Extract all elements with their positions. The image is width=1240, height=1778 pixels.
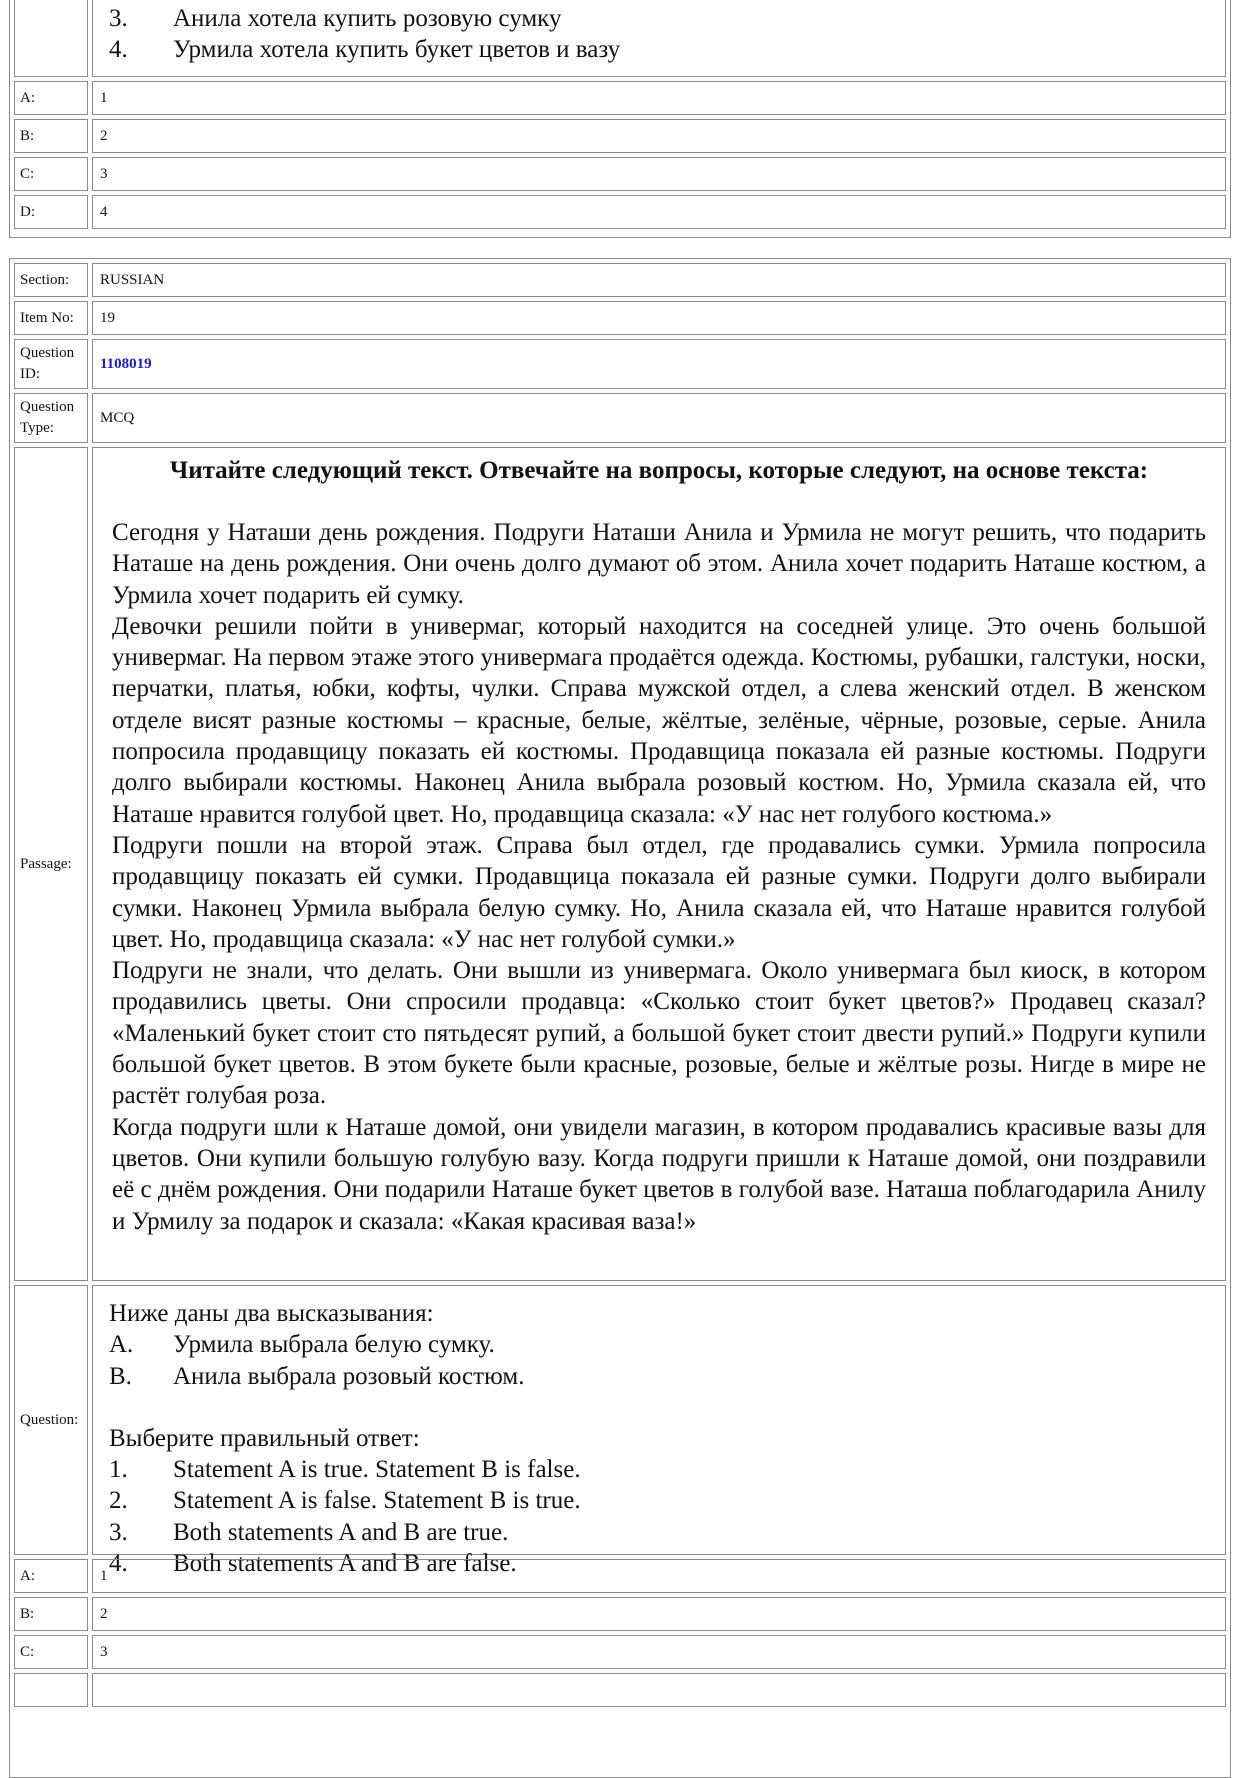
- passage-paragraph: Сегодня у Наташи день рождения. Подруги Наташи Анила и Урмила не могут решить, что подарить Наташе на день рождения. Они очень долго думают об этом. Анила хочет подарить Наташе костюм, а Урмила хочет подарить ей сумку.: [112, 519, 1206, 609]
- passage-paragraph: Когда подруги шли к Наташе домой, они увидели магазин, в котором продавались красивые вазы для цветов. Они купили большую голубую вазу. Когда подруги пришли к Наташе домой, они поздравили её с днём рождения. Они подарили Наташе букет цветов в голубой вазе. Наташа поблагодарила Анилу и Урмилу за подарок и сказала: «Какая красивая ваза!»: [112, 1113, 1206, 1235]
- section-label: Section:: [14, 263, 88, 297]
- answer-label: C:: [14, 1635, 88, 1669]
- question-type-value: MCQ: [92, 393, 1226, 443]
- question-id-value: 1108019: [100, 355, 152, 372]
- answer-value: 4: [92, 195, 1226, 229]
- answer-value: 2: [92, 119, 1226, 153]
- question-label: Question:: [14, 1285, 88, 1555]
- answer-row: [14, 119, 1226, 153]
- answer-label: B:: [14, 119, 88, 153]
- statement-letter: B.: [109, 1362, 132, 1390]
- answer-value: [92, 1673, 1226, 1707]
- passage-cell: [92, 447, 1226, 1281]
- answer-label: C:: [14, 157, 88, 191]
- option-item: [109, 1517, 1209, 1548]
- passage-paragraph: Подруги пошли на второй этаж. Справа был отдел, где продавались сумки. Урмила попросила продавщицу показать ей сумки. Продавщица показала ей разные сумки. Подруги долго выбирали сумки. Наконец Урмила выбрала белую сумку. Но, Анила сказала ей, что Наташе нравится голубой цвет. Но, продавщица сказала: «У нас нет голубой сумки.»: [112, 831, 1206, 953]
- answer-value: 1: [92, 1559, 1226, 1593]
- choose-prompt: Выберите правильный ответ:: [109, 1424, 420, 1452]
- option-text: Both statements A and B are false.: [173, 1550, 517, 1578]
- previous-question-row: [14, 0, 1226, 77]
- question-id-cell: [92, 339, 1226, 389]
- item-no-row: [14, 301, 1226, 335]
- passage-paragraph: Подруги не знали, что делать. Они вышли из универмага. Около универмага был киоск, в котором продавились цветы. Они спросили продавца: «Сколько стоит букет цветов?» Продавец сказал? «Маленький букет стоит сто пятьдесят рупий, а большой букет стоит двести рупий.» Подруги купили большой букет цветов. В этом букете были красные, розовые, белые и жёлтые розы. Нигде в мире не растёт голубая роза.: [112, 957, 1206, 1110]
- answer-label: A:: [14, 1559, 88, 1593]
- option-number: 3.: [109, 5, 128, 32]
- answer-label: D:: [14, 195, 88, 229]
- row-label-cell: [14, 0, 88, 77]
- question-row: [14, 1285, 1226, 1578]
- option-number: 1.: [109, 1456, 128, 1484]
- statement-item: [109, 1361, 1209, 1392]
- previous-item-table: [9, 0, 1231, 238]
- passage-row: [14, 447, 1226, 1281]
- passage-label: Passage:: [14, 447, 88, 1281]
- passage-title: Читайте следующий текст. Отвечайте на вопросы, которые следуют, на основе текста:: [169, 457, 1149, 484]
- question-type-label: Question Type:: [14, 393, 88, 443]
- statement-text: Анила выбрала розовый костюм.: [173, 1362, 525, 1390]
- option-item: [109, 1485, 1209, 1516]
- answer-row: [14, 81, 1226, 115]
- answer-row: [14, 1597, 1226, 1631]
- option-text: Statement A is true. Statement B is false.: [173, 1456, 581, 1484]
- section-row: [14, 263, 1226, 297]
- section-value: RUSSIAN: [92, 263, 1226, 297]
- option-item: [109, 3, 620, 34]
- question-id-row: [14, 339, 1226, 389]
- question-type-row: [14, 393, 1226, 443]
- option-number: 4.: [109, 1550, 128, 1578]
- statement-text: Урмила выбрала белую сумку.: [173, 1331, 495, 1359]
- question-body: [109, 1298, 1209, 1579]
- option-number: 3.: [109, 1518, 128, 1546]
- answer-value: 3: [92, 1635, 1226, 1669]
- option-text: Statement A is false. Statement B is true.: [173, 1487, 581, 1515]
- question-intro: Ниже даны два высказывания:: [109, 1300, 434, 1327]
- answer-row: [14, 157, 1226, 191]
- row-value-cell: [92, 0, 1226, 77]
- answer-row: [14, 195, 1226, 229]
- answer-value: 3: [92, 157, 1226, 191]
- item-no-label: Item No:: [14, 301, 88, 335]
- option-text: Урмила хотела купить букет цветов и вазу: [173, 36, 621, 64]
- answer-label: [14, 1673, 88, 1707]
- option-item: [109, 34, 620, 65]
- option-text: Both statements A and B are true.: [173, 1518, 509, 1546]
- answer-value: 1: [92, 81, 1226, 115]
- answer-label: B:: [14, 1597, 88, 1631]
- passage-text: [112, 454, 1206, 1237]
- option-number: 2.: [109, 1487, 128, 1515]
- answer-row: [14, 1559, 1226, 1593]
- answer-row: [14, 1635, 1226, 1669]
- answer-row: [14, 1673, 1226, 1707]
- option-number: 4.: [109, 36, 128, 64]
- question-id-label: Question ID:: [14, 339, 88, 389]
- passage-paragraph: Девочки решили пойти в универмаг, который находится на соседней улице. Это очень большой универмаг. На первом этаже этого универмага продаётся одежда. Костюмы, рубашки, галстуки, носки, перчатки, платья, юбки, кофты, чулки. Справа мужской отдел, а слева женский отдел. В женском отделе висят разные костюмы – красные, белые, жёлтые, зелёные, чёрные, розовые, серые. Анила попросила продавщицу показать ей костюмы. Продавщица показала ей разные костюмы. Подруги долго выбирали костюмы. Наконец Анила выбрала розовый костюм. Но, Урмила сказала ей, что Наташе нравится голубой цвет. Но, продавщица сказала: «У нас нет голубого костюма.»: [112, 612, 1206, 828]
- answer-value: 2: [92, 1597, 1226, 1631]
- item-no-value: 19: [92, 301, 1226, 335]
- item-table: [9, 258, 1231, 1778]
- option-text: Анила хотела купить розовую сумку: [173, 5, 562, 32]
- option-item: [109, 1454, 1209, 1485]
- statement-letter: A.: [109, 1331, 134, 1359]
- question-cell: [92, 1285, 1226, 1578]
- statement-item: [109, 1329, 1209, 1360]
- answer-label: A:: [14, 81, 88, 115]
